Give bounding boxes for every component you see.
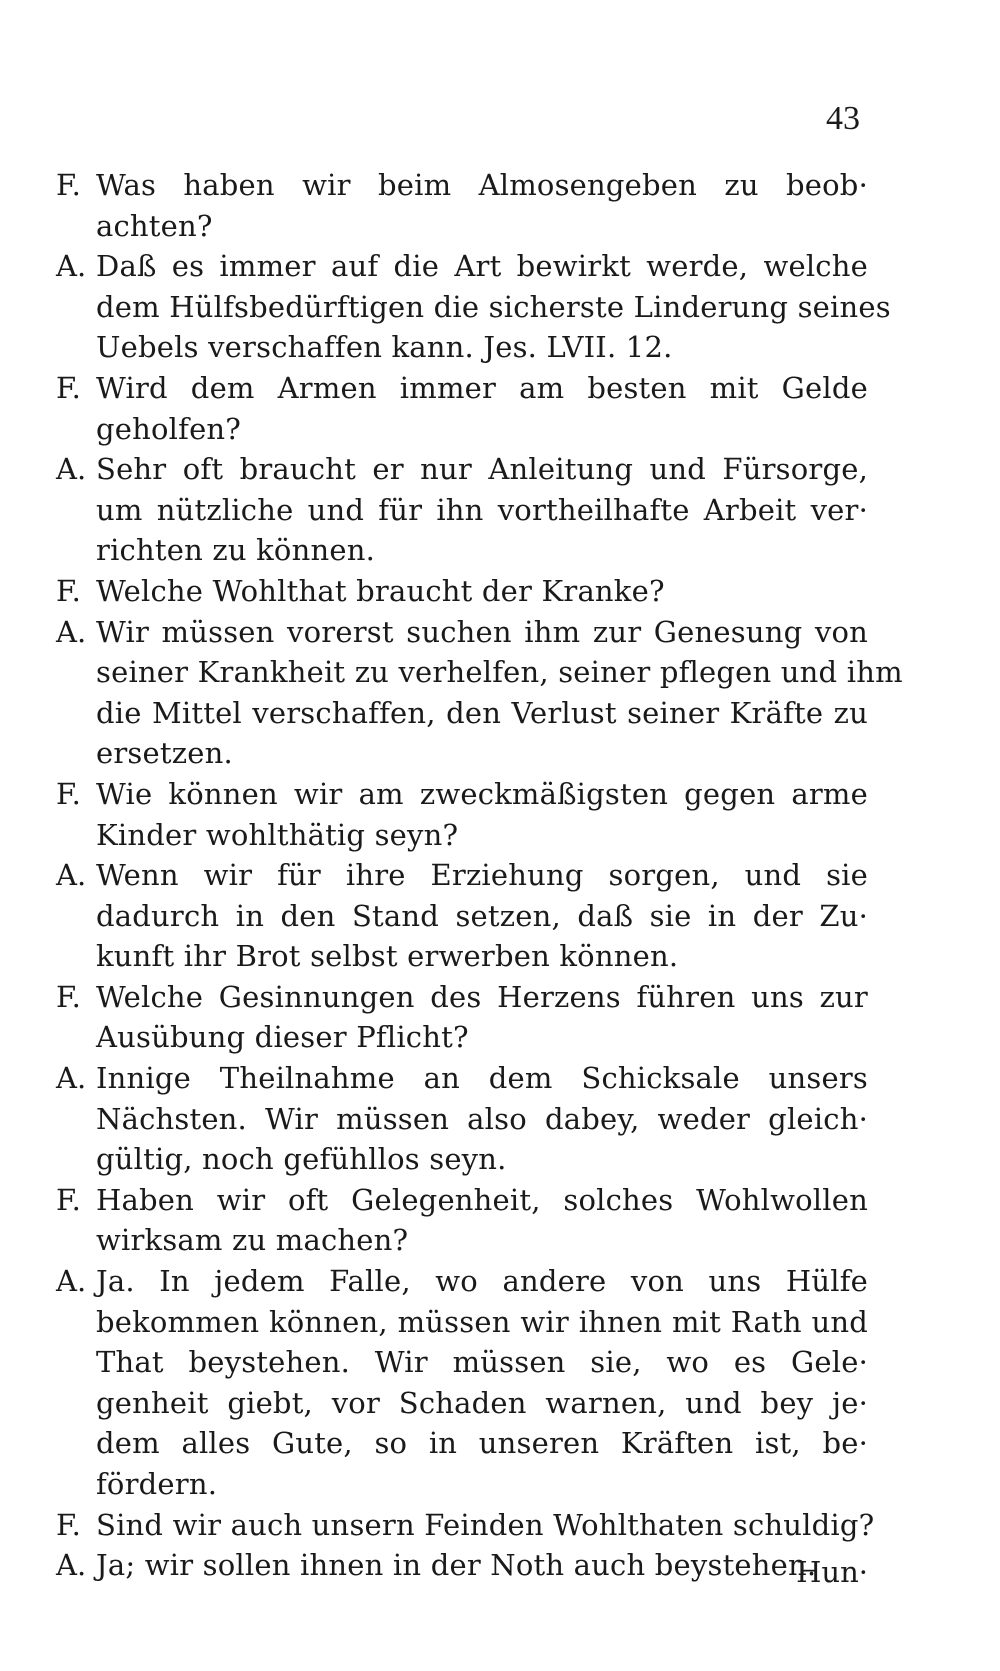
entry-lead: F. <box>56 1182 81 1217</box>
text-line: Ausübung dieser Pflicht? <box>96 1020 469 1055</box>
text-line: achten? <box>96 208 213 243</box>
text-line: Ja. In jedem Falle, wo andere von uns Hülfe <box>96 1264 868 1299</box>
answer-entry <box>56 1261 868 1505</box>
answer-entry <box>56 246 891 368</box>
answer-entry <box>56 1545 868 1586</box>
question-entry <box>56 774 868 855</box>
text-line: Kinder wohlthätig seyn? <box>96 817 459 852</box>
entry-lead: F. <box>56 573 81 608</box>
catchword: Hun· <box>796 1555 868 1589</box>
entry-lead: A. <box>56 614 87 649</box>
text-line: seiner Krankheit zu verhelfen, seiner pflegen und ihm <box>96 655 903 690</box>
entry-lead: A. <box>56 1061 87 1096</box>
question-entry <box>56 571 868 612</box>
text-line: kunft ihr Brot selbst erwerben können. <box>96 939 679 974</box>
text-line: um nützliche und für ihn vortheilhafte Arbeit ver· <box>96 492 868 527</box>
entry-lead: F. <box>56 776 81 811</box>
entry-lead: A. <box>56 1264 87 1299</box>
text-line: Innige Theilnahme an dem Schicksale unsers <box>96 1061 868 1096</box>
entry-lead: F. <box>56 979 81 1014</box>
answer-entry <box>56 1058 868 1180</box>
text-line: Wir müssen vorerst suchen ihm zur Genesung von <box>96 614 868 649</box>
text-line: genheit giebt, vor Schaden warnen, und bey je· <box>96 1385 868 1420</box>
text-line: Sind wir auch unsern Feinden Wohlthaten schuldig? <box>96 1507 875 1542</box>
text-line: gültig, noch gefühllos seyn. <box>96 1142 507 1177</box>
text-line: Wie können wir am zweckmäßigsten gegen arme <box>96 776 868 811</box>
text-line: die Mittel verschaffen, den Verlust seiner Kräfte zu <box>96 695 868 730</box>
text-line: Haben wir oft Gelegenheit, solches Wohlwollen <box>96 1182 868 1217</box>
question-entry <box>56 1505 875 1546</box>
page-body <box>56 165 903 1586</box>
text-line: Welche Gesinnungen des Herzens führen uns zur <box>96 979 868 1014</box>
text-line: Welche Wohlthat braucht der Kranke? <box>96 573 665 608</box>
entry-lead: A. <box>56 249 87 284</box>
entry-lead: A. <box>56 1548 87 1583</box>
entry-lead: A. <box>56 858 87 893</box>
text-line: Uebels verschaffen kann. Jes. LVII. 12. <box>96 330 673 365</box>
text-line: Wenn wir für ihre Erziehung sorgen, und sie <box>96 858 868 893</box>
question-entry <box>56 1180 868 1261</box>
text-line: Nächsten. Wir müssen also dabey, weder gleich· <box>96 1101 868 1136</box>
text-line: Wird dem Armen immer am besten mit Gelde <box>96 370 868 405</box>
text-line: Ja; wir sollen ihnen in der Noth auch beystehen. <box>96 1548 817 1583</box>
text-line: Daß es immer auf die Art bewirkt werde, welche <box>96 249 868 284</box>
text-line: wirksam zu machen? <box>96 1223 409 1258</box>
entry-lead: A. <box>56 452 87 487</box>
text-line: That beystehen. Wir müssen sie, wo es Gele· <box>96 1345 868 1380</box>
entry-lead: F. <box>56 1507 81 1542</box>
question-entry <box>56 165 868 246</box>
question-entry <box>56 368 868 449</box>
entry-lead: F. <box>56 168 81 202</box>
text-line: geholfen? <box>96 411 242 446</box>
text-line: richten zu können. <box>96 533 375 568</box>
question-entry <box>56 977 868 1058</box>
answer-entry <box>56 612 903 774</box>
answer-entry <box>56 449 868 571</box>
entry-lead: F. <box>56 370 81 405</box>
page-number: 43 <box>826 100 860 137</box>
text-line: Was haben wir beim Almosengeben zu beob· <box>96 168 868 202</box>
text-line: Sehr oft braucht er nur Anleitung und Fürsorge, <box>96 452 868 487</box>
text-line: ersetzen. <box>96 736 233 771</box>
text-line: bekommen können, müssen wir ihnen mit Rath und <box>96 1304 868 1339</box>
answer-entry <box>56 855 868 977</box>
text-line: dadurch in den Stand setzen, daß sie in der Zu· <box>96 898 868 933</box>
text-line: dem alles Gute, so in unseren Kräften ist, be· <box>96 1426 868 1461</box>
text-line: dem Hülfsbedürftigen die sicherste Linderung seines <box>96 289 891 324</box>
text-line: fördern. <box>96 1467 218 1501</box>
